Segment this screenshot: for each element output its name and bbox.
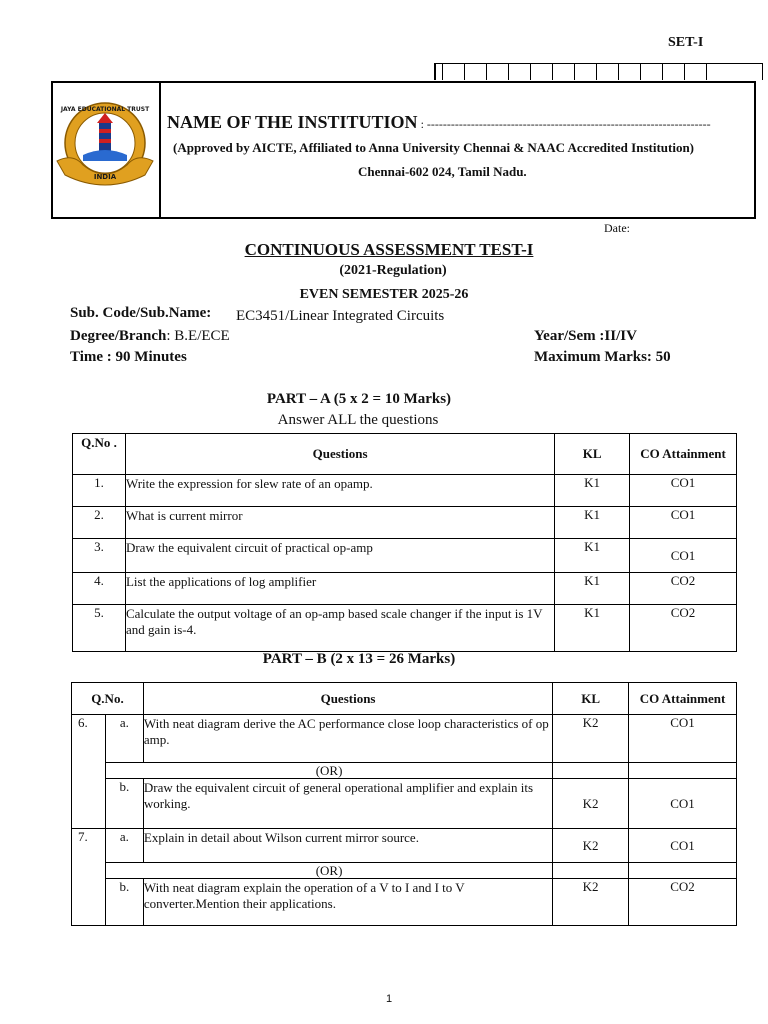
part-a-header-questions: Questions [125, 434, 554, 475]
logo-text-top: JAYA EDUCATIONAL TRUST [60, 106, 150, 113]
co: CO1 [630, 539, 737, 573]
table-row [73, 573, 737, 605]
sub-label: a. [105, 829, 143, 863]
table-row [73, 539, 737, 573]
question-text: Write the expression for slew rate of an opamp. [125, 475, 554, 507]
date-label: Date: [604, 221, 630, 235]
institution-name-dashes: : ----------------------------------------------------------------------- [417, 117, 711, 131]
register-number-boxes [434, 63, 763, 80]
logo-text-bottom: INDIA [93, 173, 117, 181]
degree-label: Degree/Branch [70, 328, 167, 344]
co: CO1 [629, 715, 737, 763]
sub-label: a. [105, 715, 143, 763]
kl: K2 [553, 779, 629, 829]
question-text: With neat diagram explain the operation of a V to I and I to V converter.Mention their applications. [143, 879, 552, 926]
part-a-header-qno: Q.No . [73, 434, 126, 475]
or-label: (OR) [105, 763, 552, 779]
part-b-heading: PART – B (2 x 13 = 26 Marks) [262, 651, 456, 667]
question-text: With neat diagram derive the AC performance close loop characteristics of op amp. [143, 715, 552, 763]
question-text: Explain in detail about Wilson current mirror source. [143, 829, 552, 863]
sub-label: b. [105, 879, 143, 926]
year-sem: Year/Sem :II/IV [534, 328, 637, 344]
question-text: Draw the equivalent circuit of general operational amplifier and explain its working. [143, 779, 552, 829]
part-b-header-co: CO Attainment [629, 683, 737, 715]
question-text: Calculate the output voltage of an op-amp based scale changer if the input is 1V and gain is-4. [125, 605, 554, 652]
table-row [72, 879, 737, 926]
or-row [72, 863, 737, 879]
co: CO2 [629, 879, 737, 926]
qno: 6. [72, 715, 106, 829]
table-row [73, 507, 737, 539]
co: CO2 [630, 605, 737, 652]
co: CO2 [630, 573, 737, 605]
table-row [72, 779, 737, 829]
page-number: 1 [385, 993, 393, 1005]
part-a-heading: PART – A (5 x 2 = 10 Marks) [266, 391, 452, 407]
kl: K1 [555, 507, 630, 539]
part-b-table [71, 682, 737, 926]
co: CO1 [629, 829, 737, 863]
part-a-instruction: Answer ALL the questions [277, 412, 439, 428]
qno: 1. [73, 475, 126, 507]
approval-text: (Approved by AICTE, Affiliated to Anna University Chennai & NAAC Accredited Institution) [173, 140, 695, 155]
degree-branch [70, 328, 230, 345]
table-row [72, 715, 737, 763]
qno: 7. [72, 829, 106, 926]
table-row [73, 475, 737, 507]
sub-label: b. [105, 779, 143, 829]
or-row [72, 763, 737, 779]
part-b-header-kl: KL [553, 683, 629, 715]
max-marks: Maximum Marks: 50 [534, 349, 671, 365]
question-text: What is current mirror [125, 507, 554, 539]
kl: K2 [553, 879, 629, 926]
institution-name: NAME OF THE INSTITUTION [167, 112, 418, 132]
time-allowed: Time : 90 Minutes [70, 349, 187, 365]
table-row [72, 829, 737, 863]
institution-name-line [167, 112, 711, 133]
semester: EVEN SEMESTER 2025-26 [299, 287, 469, 302]
part-a-header-kl: KL [555, 434, 630, 475]
kl: K1 [555, 605, 630, 652]
qno: 4. [73, 573, 126, 605]
test-title: CONTINUOUS ASSESSMENT TEST-I [244, 240, 534, 259]
co: CO1 [630, 507, 737, 539]
logo-cell [53, 83, 161, 217]
subject-label: Sub. Code/Sub.Name: [70, 305, 212, 321]
part-b-header-qno: Q.No. [72, 683, 144, 715]
qno: 2. [73, 507, 126, 539]
set-label: SET-I [668, 35, 704, 50]
regulation: (2021-Regulation) [339, 263, 447, 278]
co: CO1 [629, 779, 737, 829]
kl: K1 [555, 539, 630, 573]
part-a-header-co: CO Attainment [630, 434, 737, 475]
kl: K2 [553, 829, 629, 863]
part-b-header-questions: Questions [143, 683, 552, 715]
subject-value: EC3451/Linear Integrated Circuits [236, 308, 445, 324]
co: CO1 [630, 475, 737, 507]
qno: 3. [73, 539, 126, 573]
qno: 5. [73, 605, 126, 652]
kl: K1 [555, 573, 630, 605]
kl: K2 [553, 715, 629, 763]
question-text: List the applications of log amplifier [125, 573, 554, 605]
kl: K1 [555, 475, 630, 507]
question-text: Draw the equivalent circuit of practical op-amp [125, 539, 554, 573]
institution-address: Chennai-602 024, Tamil Nadu. [358, 164, 527, 179]
or-label: (OR) [105, 863, 552, 879]
part-a-table [72, 433, 737, 652]
degree-value: : B.E/ECE [166, 328, 230, 344]
table-row [73, 605, 737, 652]
institution-logo [53, 83, 159, 213]
